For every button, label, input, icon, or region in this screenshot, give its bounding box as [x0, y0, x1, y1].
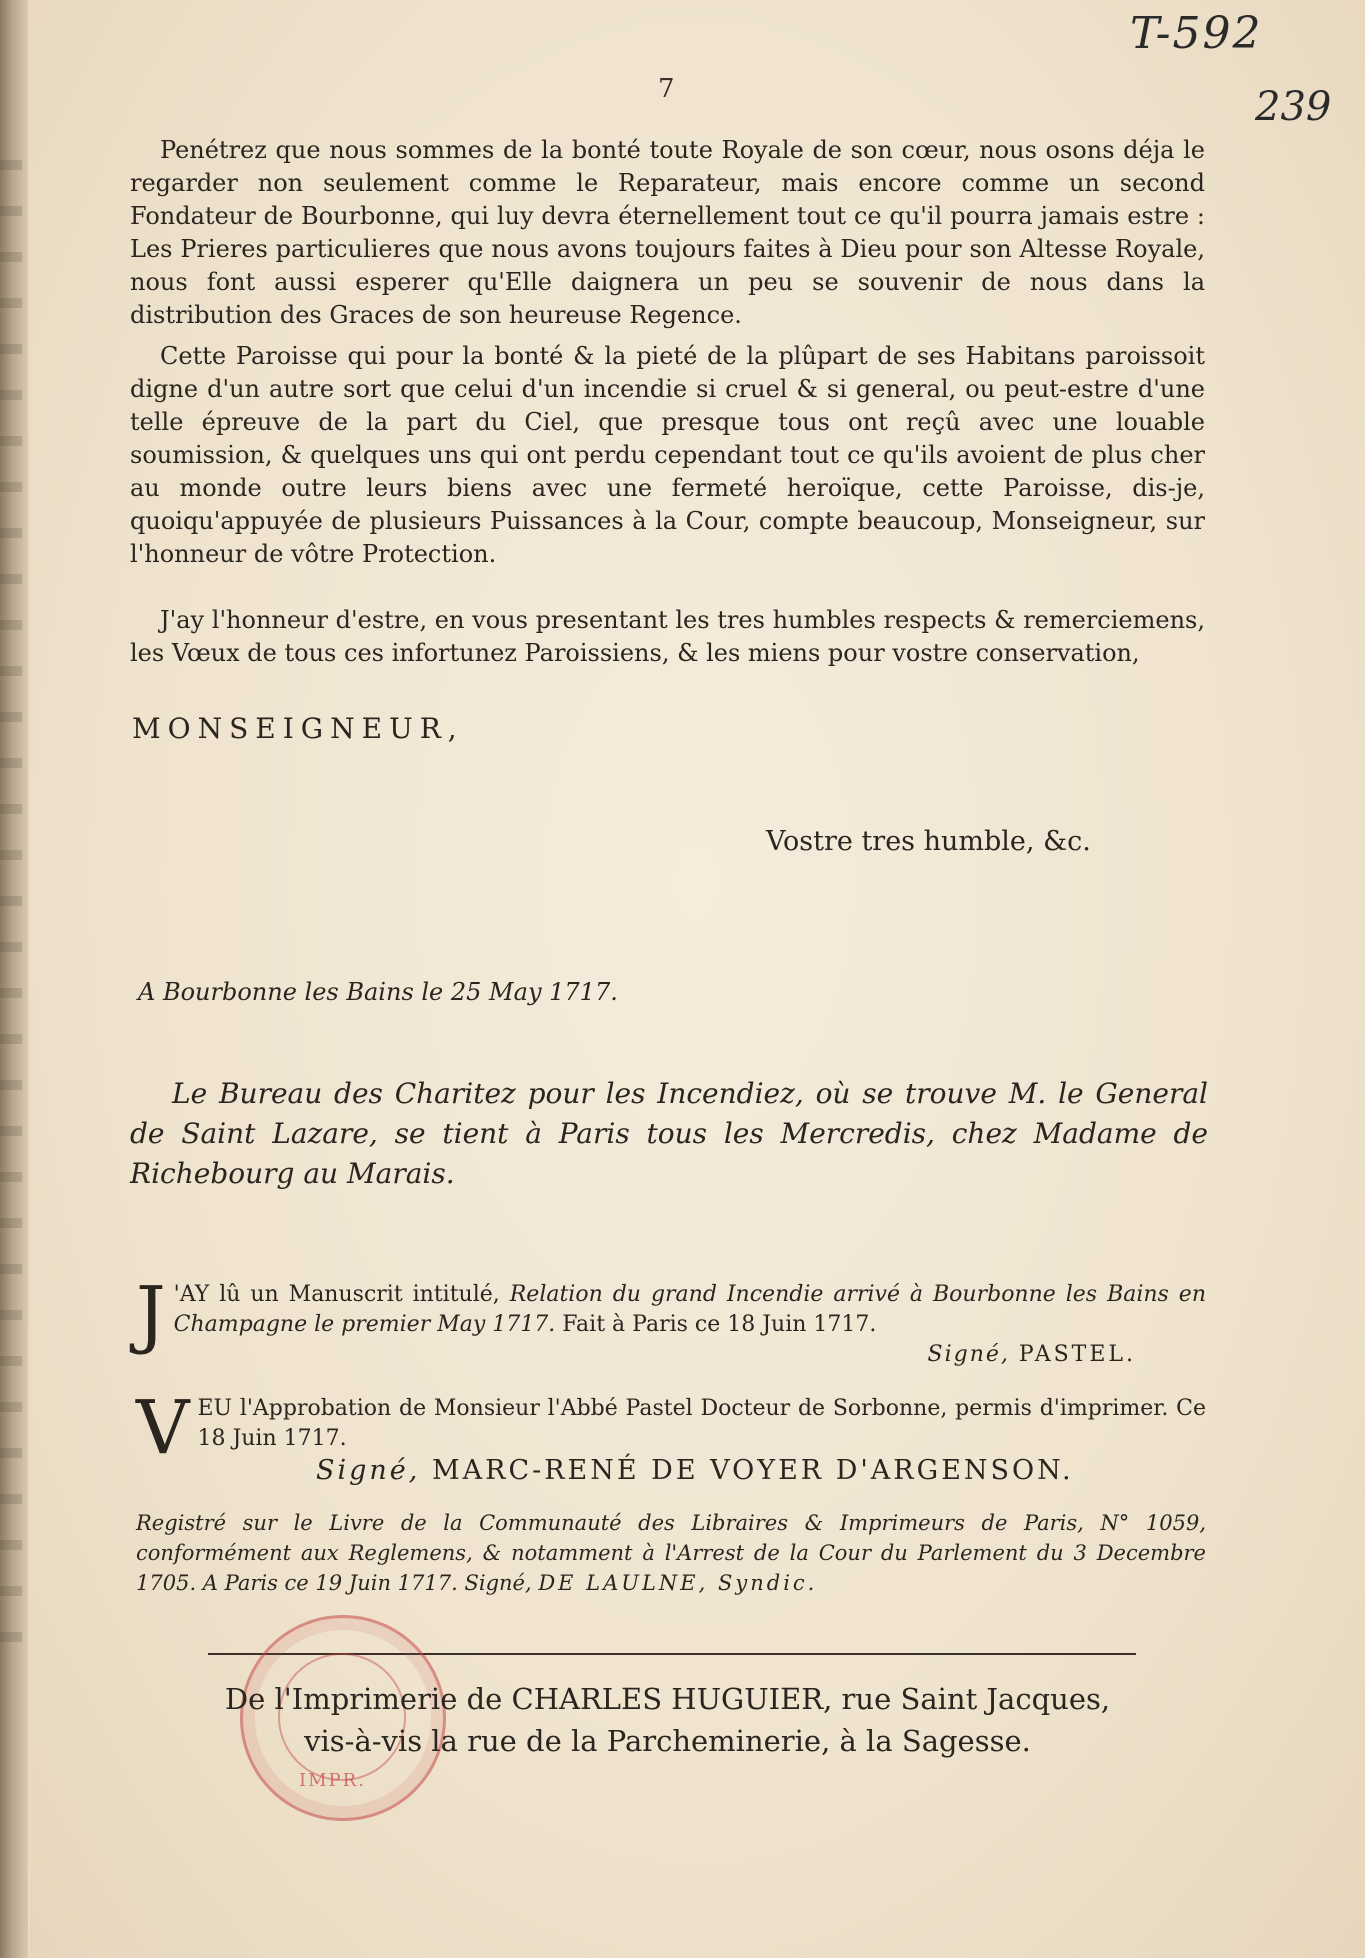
approbation-signature — [136, 1340, 1206, 1370]
permis-signed-label: Signé, — [316, 1455, 421, 1486]
bureau-notice: Le Bureau des Charitez pour les Incendiez, où se trouve M. le General de Saint Lazare, se tient à Paris tous les Mercredis, chez Madame de Richebourg au Marais. — [130, 1077, 1208, 1190]
letter-paragraph-1: Penétrez que nous sommes de la bonté toute Royale de son cœur, nous osons déja le regarder non seulement comme le Reparateur, mais encore comme un second Fondateur de Bourbonne, qui luy devra éternellement tout ce qu'il pourra jamais estre : Les Prieres particulieres que nous avons toujours faites à Dieu pour son Altesse Royale, nous font aussi esperer qu'Elle daignera un peu se souvenir de nous dans la distribution des Graces de son heureuse Regence. — [130, 136, 1205, 329]
approbation-title: Relation du grand Incendie arrivé à Bourbonne les Bains en Champagne le premier May 1717. — [173, 1282, 1206, 1337]
registre-text: Registré sur le Livre de la Communauté des Libraires & Imprimeurs de Paris, N° 1059, conformément aux Reglemens, & notamment à l'Arrest de la Cour du Parlement du 3 Decembre 1705. A Paris ce 19 Juin 1717. Signé, — [136, 1511, 1206, 1595]
permis-block — [136, 1385, 1206, 1486]
shelfmark-annotation: T-592 — [1130, 8, 1263, 59]
approbation-signed-name: PASTEL. — [1018, 1342, 1136, 1367]
document-page — [30, 0, 1365, 1958]
closing-signature: Vostre tres humble, &c. — [766, 826, 1091, 857]
approbation-block — [136, 1271, 1206, 1370]
registre-block — [136, 1508, 1206, 1598]
binding-marks — [0, 160, 22, 1660]
printer-line-1: De l'Imprimerie de CHARLES HUGUIER, rue Saint Jacques, — [224, 1682, 1111, 1716]
letter-paragraph-2: Cette Paroisse qui pour la bonté & la pieté de la plûpart de ses Habitans paroissoit digne d'un autre sort que celui d'un incendie si cruel & si general, ou peut-estre d'une telle épreuve de la part du Ciel, que presque tous ont reçû avec une louable soumission, & quelques uns qui ont perdu cependant tout ce qu'ils avoient de plus cher au monde outre leurs biens avec une fermeté heroïque, cette Paroisse, dis-je, quoiqu'appuyée de plusieurs Puissances à la Cour, compte beaucoup, Monseigneur, sur l'honneur de vôtre Protection. — [130, 342, 1205, 568]
approbation-lead: 'AY lû un Manuscrit intitulé, — [173, 1282, 500, 1307]
permis-text: EU l'Approbation de Monsieur l'Abbé Pastel Docteur de Sorbonne, permis d'imprimer. Ce 18 Juin 1717. — [197, 1396, 1206, 1451]
letter-paragraph-3: J'ay l'honneur d'estre, en vous presentant les tres humbles respects & remerciemens, les Vœux de tous ces infortunez Paroissiens, & les miens pour vostre conservation, — [130, 606, 1205, 667]
top-mark: 7 — [658, 74, 675, 104]
printer-line-2: vis-à-vis la rue de la Parcheminerie, à la Sagesse. — [304, 1724, 1031, 1758]
permis-signature — [136, 1456, 1206, 1486]
permis-dropcap: V — [136, 1385, 190, 1471]
permis-signed-name: MARC-RENÉ DE VOYER D'ARGENSON. — [431, 1455, 1074, 1486]
salutation: MONSEIGNEUR, — [132, 712, 464, 745]
folio-number: 239 — [1255, 84, 1332, 130]
registre-name: DE LAULNE, Syndic. — [538, 1571, 818, 1595]
library-stamp-text: IMPR. — [299, 1770, 366, 1791]
approbation-tail: Fait à Paris ce 18 Juin 1717. — [562, 1312, 877, 1337]
approbation-signed-label: Signé, — [927, 1342, 1010, 1367]
approbation-dropcap: J — [136, 1271, 166, 1357]
printer-imprint — [130, 1678, 1205, 1762]
dateline: A Bourbonne les Bains le 25 May 1717. — [138, 978, 618, 1006]
book-binding-edge — [0, 0, 28, 1958]
